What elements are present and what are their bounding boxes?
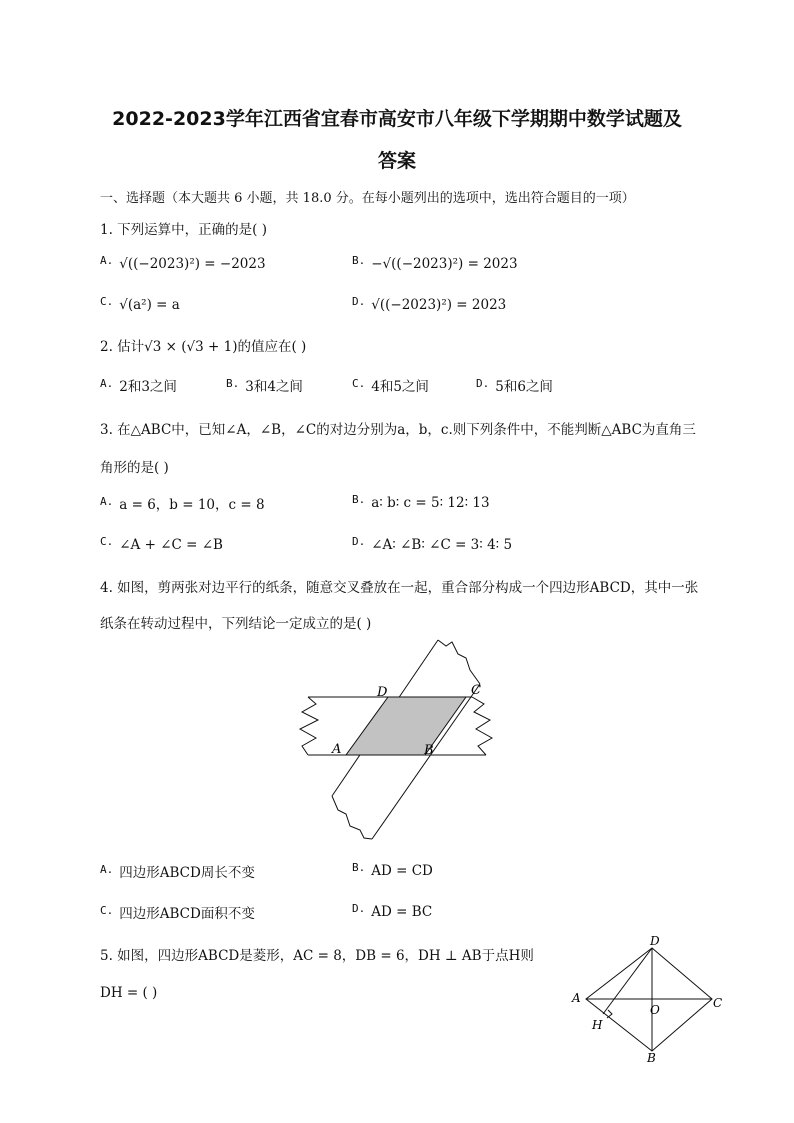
q2-option-a[interactable] — [100, 375, 177, 395]
torn-edge-bottom — [332, 796, 372, 839]
option-text: 5和6之间 — [495, 379, 553, 395]
option-text: 四边形ABCD周长不变 — [119, 865, 255, 881]
option-label: A. — [100, 377, 114, 390]
perpendicular-dh — [603, 948, 652, 1014]
q5-stem-line2: DH = ( ) — [100, 985, 158, 1001]
option-text: ∠A∶ ∠B∶ ∠C = 3∶ 4∶ 5 — [371, 537, 513, 553]
q4-option-d[interactable] — [352, 902, 432, 920]
label-c: C — [713, 996, 723, 1010]
q5-figure-rhombus — [566, 934, 736, 1066]
section-heading: 一、选择题（本大题共 6 小题，共 18.0 分。在每小题列出的选项中，选出符合题目的一项） — [100, 191, 635, 206]
option-label: C. — [100, 295, 114, 308]
label-d: D — [377, 685, 388, 700]
q4-stem-line1: 4. 如图，剪两张对边平行的纸条，随意交叉叠放在一起，重合部分构成一个四边形ABCD，其中一张 — [100, 580, 699, 596]
document-title-line1: 2022-2023学年江西省宜春市高安市八年级下学期期中数学试题及 — [112, 108, 682, 130]
q3-option-d[interactable] — [352, 535, 512, 553]
q3-option-b[interactable] — [352, 493, 490, 511]
q1-stem: 1. 下列运算中，正确的是( ) — [100, 222, 267, 238]
label-d: D — [650, 934, 660, 948]
q4-option-b[interactable] — [352, 861, 433, 879]
q4-option-c[interactable] — [100, 902, 255, 922]
q3-stem-line1: 3. 在△ABC中，已知∠A，∠B，∠C的对边分别为a，b，c.则下列条件中，不能判断△ABC为直角三 — [100, 422, 696, 438]
q1-option-b[interactable] — [352, 254, 518, 272]
option-label: D. — [352, 535, 366, 548]
option-text: a∶ b∶ c = 5∶ 12∶ 13 — [371, 495, 490, 511]
option-label: A. — [100, 495, 114, 508]
q3-option-a[interactable] — [100, 493, 265, 513]
option-label: B. — [226, 377, 240, 390]
option-label: A. — [100, 863, 114, 876]
q1-option-d[interactable] — [352, 295, 506, 313]
q4-figure-paper-strips — [290, 634, 505, 849]
torn-edge-left — [300, 697, 318, 755]
q1-option-c[interactable] — [100, 295, 180, 313]
torn-edge-right — [472, 697, 492, 755]
right-angle-mark — [607, 1010, 612, 1018]
option-text: √(a²) = a — [119, 297, 180, 313]
document-title-line2: 答案 — [377, 150, 416, 172]
option-text: AD = CD — [371, 863, 433, 879]
q3-option-c[interactable] — [100, 535, 223, 553]
option-text: AD = BC — [371, 904, 433, 920]
option-label: D. — [352, 295, 366, 308]
option-label: D. — [476, 377, 490, 390]
q2-stem: 2. 估计√3 × (√3 + 1)的值应在( ) — [100, 339, 307, 355]
label-c: C — [471, 683, 481, 698]
option-label: C. — [100, 904, 114, 917]
shaded-quadrilateral-abcd — [346, 697, 466, 755]
option-text: 2和3之间 — [119, 379, 177, 395]
option-text: a = 6，b = 10，c = 8 — [119, 497, 265, 513]
label-h: H — [592, 1018, 603, 1032]
option-label: B. — [352, 861, 366, 874]
label-a: A — [332, 742, 342, 757]
option-label: A. — [100, 254, 114, 267]
q2-option-b[interactable] — [226, 375, 303, 395]
q4-stem-line2: 纸条在转动过程中，下列结论一定成立的是( ) — [100, 616, 372, 632]
option-text: 3和4之间 — [245, 379, 303, 395]
q1-option-a[interactable] — [100, 254, 266, 272]
q3-stem-line2: 角形的是( ) — [100, 460, 169, 476]
option-text: −√((−2023)²) = 2023 — [371, 256, 518, 272]
q2-option-d[interactable] — [476, 375, 553, 395]
option-text: √((−2023)²) = 2023 — [371, 297, 507, 313]
option-text: 四边形ABCD面积不变 — [119, 906, 255, 922]
option-label: B. — [352, 493, 366, 506]
torn-edge-top — [438, 640, 480, 684]
label-b: B — [647, 1051, 656, 1065]
option-label: D. — [352, 902, 366, 915]
option-label: C. — [100, 535, 114, 548]
q5-stem-line1: 5. 如图，四边形ABCD是菱形，AC = 8，DB = 6，DH ⊥ AB于点H则 — [100, 948, 534, 964]
label-o: O — [650, 1003, 660, 1017]
option-label: B. — [352, 254, 366, 267]
option-text: √((−2023)²) = −2023 — [119, 256, 266, 272]
option-text: ∠A + ∠C = ∠B — [119, 537, 223, 553]
option-label: C. — [352, 377, 366, 390]
label-a: A — [572, 991, 581, 1005]
option-text: 4和5之间 — [371, 379, 429, 395]
q4-option-a[interactable] — [100, 861, 255, 881]
label-b: B — [424, 743, 434, 758]
q2-option-c[interactable] — [352, 375, 429, 395]
